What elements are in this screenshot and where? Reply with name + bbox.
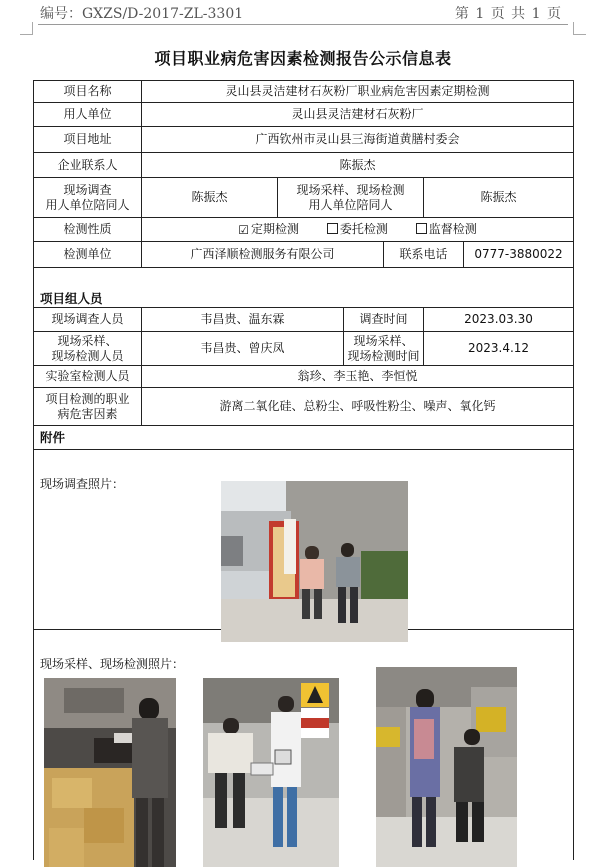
option-periodic[interactable]: ☑ 定期检测 [238, 222, 300, 237]
nature-label: 检测性质 [34, 218, 142, 242]
option-commissioned[interactable]: 委托检测 [327, 222, 388, 236]
checkbox-icon [327, 223, 338, 234]
employer-label: 用人单位 [34, 103, 142, 127]
margin-corner-mark [573, 22, 586, 35]
checkbox-icon [416, 223, 427, 234]
sampling-photo-2 [203, 678, 339, 867]
table-row [34, 366, 574, 388]
table-row [34, 388, 574, 426]
survey-time-value: 2023.03.30 [424, 308, 574, 332]
attachment-section-title: 附件 [34, 426, 574, 450]
sampling-time-label: 现场采样、 现场检测时间 [344, 332, 424, 366]
hazard-label: 项目检测的职业 病危害因素 [34, 388, 142, 426]
lab-staff-value: 翁珍、李玉艳、李恒悦 [142, 366, 574, 388]
nature-options [142, 218, 574, 242]
checked-checkbox-icon: ☑ [238, 223, 250, 237]
sampling-photo-3 [376, 667, 517, 867]
project-name-label: 项目名称 [34, 81, 142, 103]
sampling-photo-1 [44, 678, 176, 867]
lab-staff-label: 实验室检测人员 [34, 366, 142, 388]
table-row [34, 308, 574, 332]
table-row [34, 103, 574, 127]
escort-sampling-value: 陈振杰 [424, 178, 574, 218]
address-value: 广西钦州市灵山县三海街道黄膳村委会 [142, 127, 574, 153]
sampling-staff-label: 现场采样、 现场检测人员 [34, 332, 142, 366]
contact-value: 陈振杰 [142, 153, 574, 178]
table-row [34, 268, 574, 308]
employer-value: 灵山县灵洁建材石灰粉厂 [142, 103, 574, 127]
escort-survey-label: 现场调查 用人单位陪同人 [34, 178, 142, 218]
escort-sampling-label: 现场采样、现场检测 用人单位陪同人 [278, 178, 424, 218]
sampling-time-value: 2023.4.12 [424, 332, 574, 366]
table-row [34, 332, 574, 366]
escort-survey-value: 陈振杰 [142, 178, 278, 218]
table-row [34, 218, 574, 242]
project-name-value: 灵山县灵洁建材石灰粉厂职业病危害因素定期检测 [142, 81, 574, 103]
phone-label: 联系电话 [384, 242, 464, 268]
sampling-photo-caption: 现场采样、现场检测照片： [40, 657, 185, 671]
phone-value: 0777-3880022 [464, 242, 574, 268]
table-row [34, 81, 574, 103]
header-rule [38, 24, 568, 25]
margin-corner-mark [20, 22, 33, 35]
survey-photo-caption: 现场调查照片： [40, 477, 125, 491]
page-title: 项目职业病危害因素检测报告公示信息表 [154, 49, 452, 68]
option-supervisory[interactable]: 监督检测 [416, 222, 477, 236]
address-label: 项目地址 [34, 127, 142, 153]
document-number: 编号：GXZS/D-2017-ZL-3301 [40, 6, 244, 22]
survey-photo [221, 481, 408, 642]
survey-staff-value: 韦昌贵、温东霖 [142, 308, 344, 332]
table-row [34, 127, 574, 153]
table-row [34, 242, 574, 268]
table-row [34, 153, 574, 178]
page-info: 第 1 页 共 1 页 [454, 6, 562, 22]
sampling-staff-value: 韦昌贵、曾庆凤 [142, 332, 344, 366]
team-section-title: 项目组人员 [34, 268, 574, 308]
table-row [34, 426, 574, 450]
hazard-value: 游离二氧化硅、总粉尘、呼吸性粉尘、噪声、氧化钙 [142, 388, 574, 426]
lab-unit-value: 广西泽顺检测服务有限公司 [142, 242, 384, 268]
contact-label: 企业联系人 [34, 153, 142, 178]
survey-time-label: 调查时间 [344, 308, 424, 332]
lab-unit-label: 检测单位 [34, 242, 142, 268]
table-row [34, 178, 574, 218]
survey-staff-label: 现场调查人员 [34, 308, 142, 332]
